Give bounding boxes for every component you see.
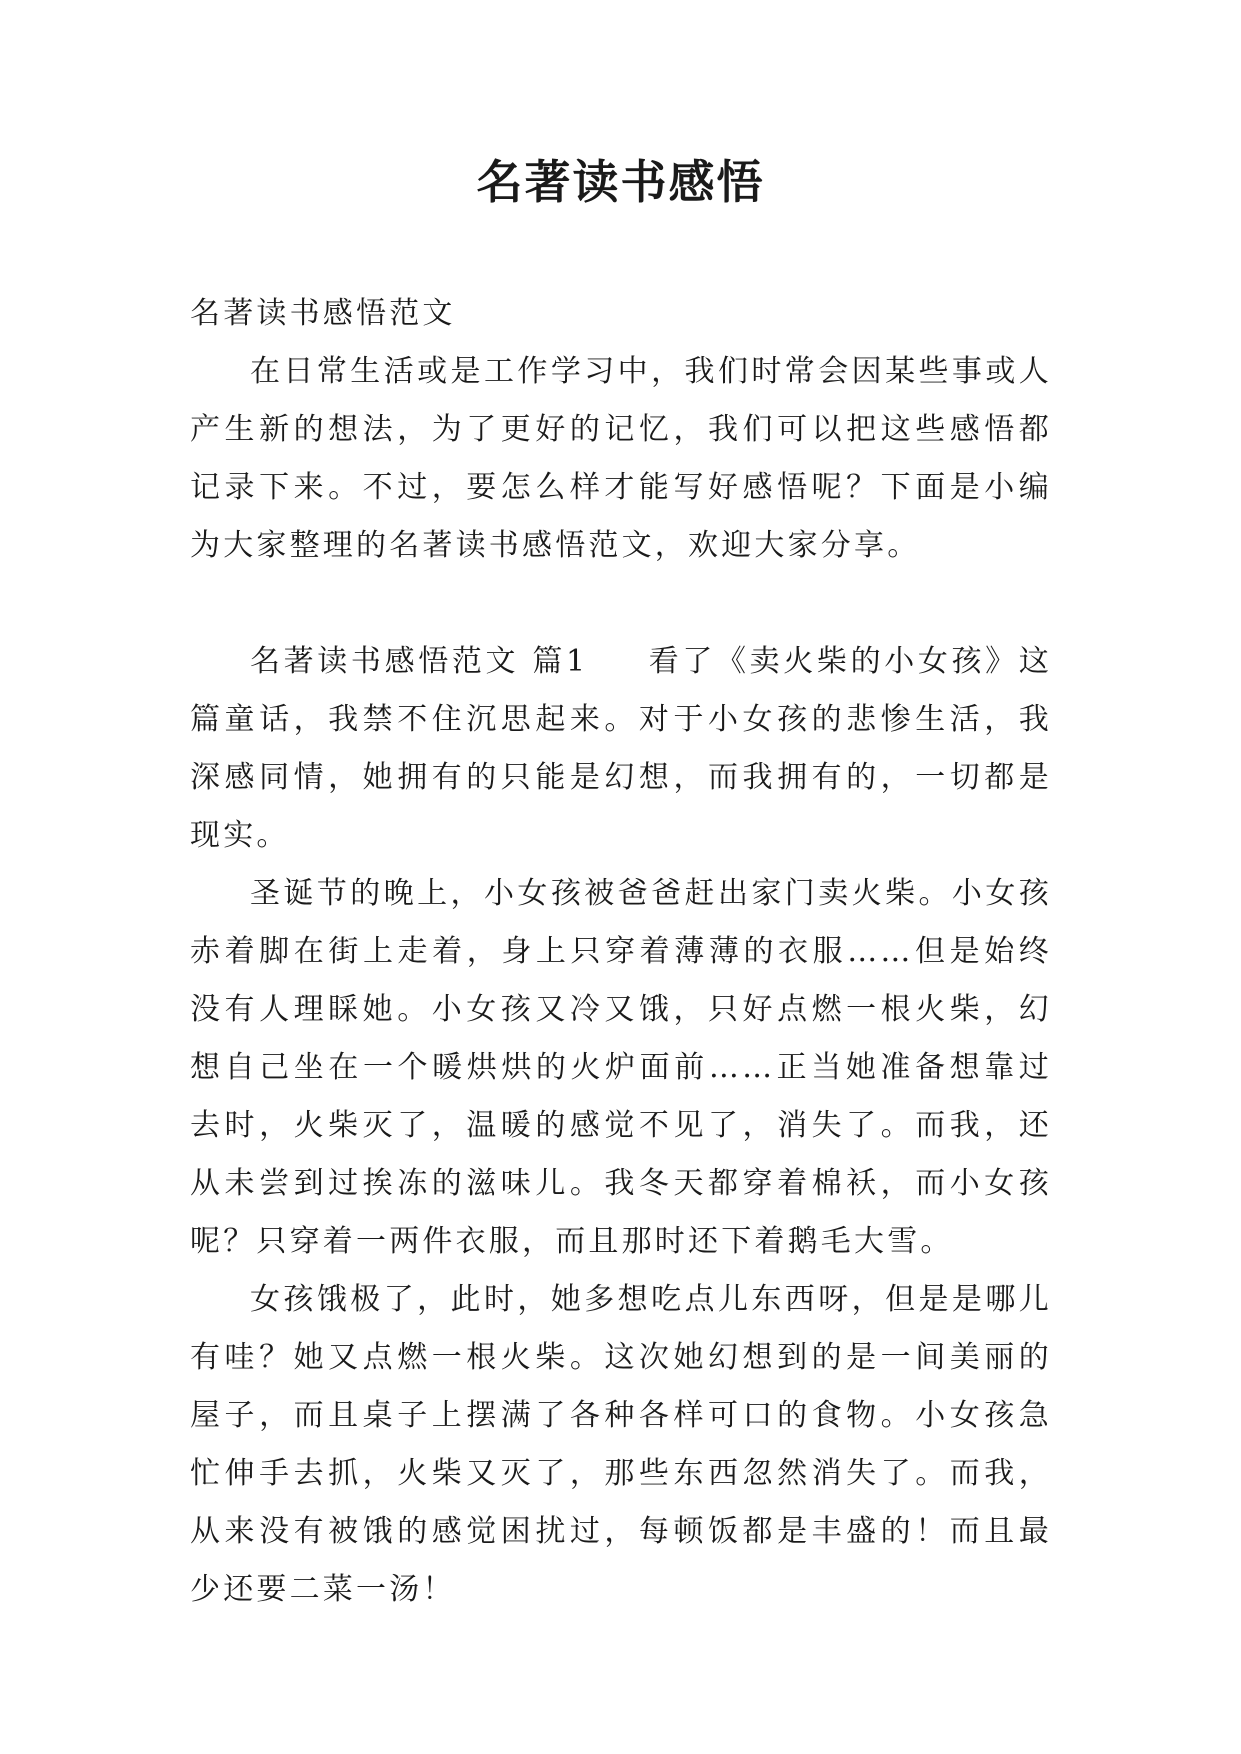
section-1-paragraph [190,633,1052,865]
document-subtitle: 名著读书感悟范文 [190,296,456,331]
body-paragraph-1: 圣诞节的晚上，小女孩被爸爸赶出家门卖火柴。小女孩赤着脚在街上走着，身上只穿着薄薄的衣服……但是始终没有人理睬她。小女孩又冷又饿，只好点燃一根火柴，幻想自己坐在一个暖烘烘的火炉面前……正当她准备想靠过去时，火柴灭了，温暖的感觉不见了，消失了。而我，还从未尝到过挨冻的滋味儿。我冬天都穿着棉袄，而小女孩呢？只穿着一两件衣服，而且那时还下着鹅毛大雪。 [190,876,1052,1259]
section-1-lead-text: 看了《卖火柴的小女孩》这篇童话，我禁不住沉思起来。对于小女孩的悲惨生活，我深感同情，她拥有的只能是幻想，而我拥有的，一切都是现实。 [190,644,1052,853]
document-title: 名著读书感悟 [476,155,765,209]
body-paragraph-2: 女孩饿极了，此时，她多想吃点儿东西呀，但是是哪儿有哇？她又点燃一根火柴。这次她幻想到的是一间美丽的屋子，而且桌子上摆满了各种各样可口的食物。小女孩急忙伸手去抓，火柴又灭了，那些东西忽然消失了。而我，从来没有被饿的感觉困扰过，每顿饭都是丰盛的！而且最少还要二菜一汤！ [190,1282,1052,1607]
paragraph-spacer [190,575,1052,633]
intro-paragraph: 在日常生活或是工作学习中，我们时常会因某些事或人产生新的想法，为了更好的记忆，我们可以把这些感悟都记录下来。不过，要怎么样才能写好感悟呢？下面是小编为大家整理的名著读书感悟范文，欢迎大家分享。 [190,354,1052,563]
section-1-heading: 名著读书感悟范文 篇1 [250,644,589,679]
document-body [190,285,1052,1619]
